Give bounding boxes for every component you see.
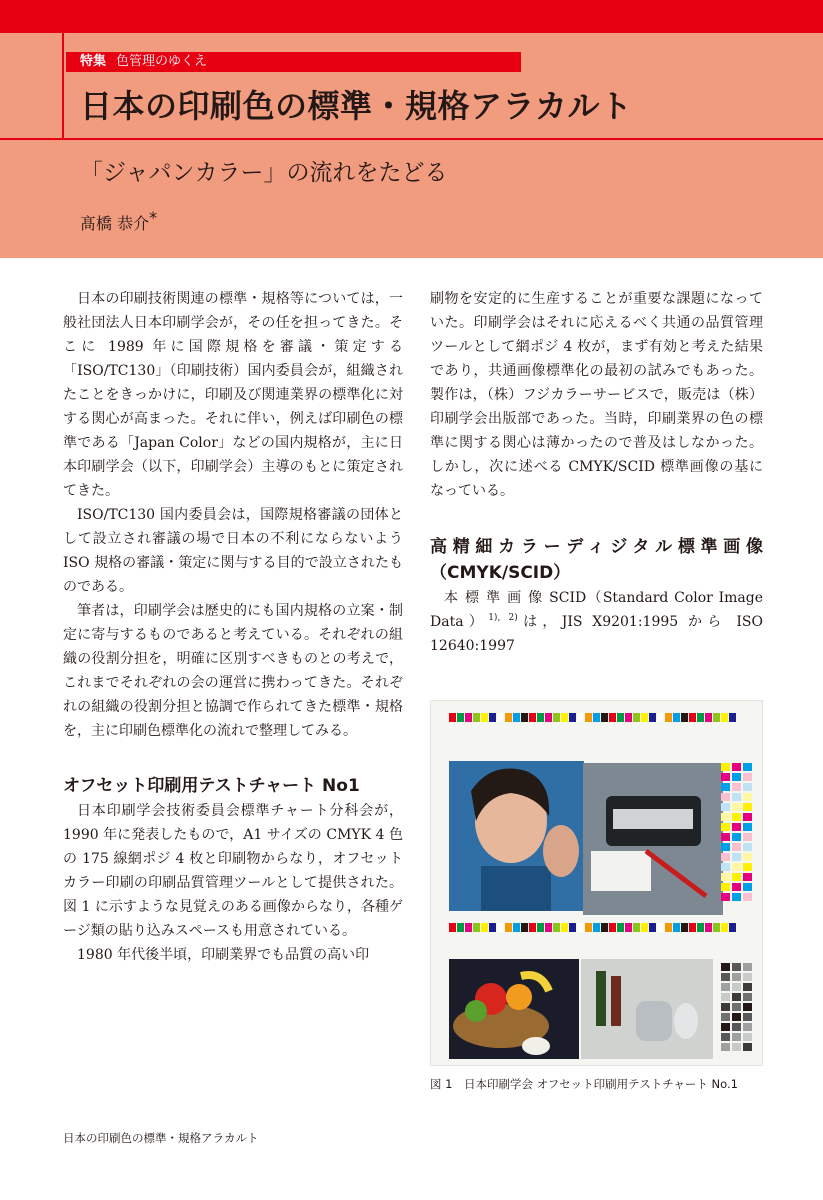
test-chart-photo — [431, 701, 763, 1066]
feature-kicker — [66, 52, 521, 72]
author-note-mark: * — [149, 208, 158, 227]
figure-test-chart-image — [430, 700, 763, 1066]
scid-text-end: は，JIS X9201:1995 から ISO 12640:1997 — [430, 614, 763, 654]
body-paragraph — [430, 586, 763, 658]
body-paragraph: 筆者は，印刷学会は歴史的にも国内規格の立案・制定に寄与するものであると考えている。それぞれの組織の役割分担を，明確に区別すべきものとの考えで，これまでそれぞれの会の運営に携わってきた。それぞれの組織の役割分担と協調で作られてきた標準・規格を，主に印刷色標準化の流れで整理してみる。 — [63, 603, 403, 739]
article-subtitle: 「ジャパンカラー」の流れをたどる — [80, 160, 448, 186]
article-title: 日本の印刷色の標準・規格アラカルト — [80, 87, 633, 125]
section-heading-scid: 高精細カラーディジタル標準画像（CMYK/SCID） — [430, 537, 763, 583]
body-paragraph: 日本の印刷技術関連の標準・規格等については，一般社団法人日本印刷学会が，その任を担ってきた。そこに 1989 年に国際規格を審議・策定する「ISO/TC130」（印刷技術）国内委員会が，組織されたことをきっかけに，印刷及び関連業界の標準化に対する関心が高まった。それに伴い，例えば印刷色の標準である「Japan Color」などの国内規格が，主に日本印刷学会（以下，印刷学会）主導のもとに策定されてきた。 — [63, 291, 403, 499]
body-paragraph: 1980 年代後半頃，印刷業界でも品質の高い印 — [77, 947, 370, 963]
body-column-right — [430, 287, 763, 658]
header-divider — [0, 138, 823, 140]
author-name: 髙橋 恭介 — [80, 214, 150, 233]
kicker-label: 特集 — [80, 54, 107, 69]
figure-caption: 図 1 日本印刷学会 オフセット印刷用テストチャート No.1 — [430, 1077, 738, 1091]
page-footer: 日本の印刷色の標準・規格アラカルト — [63, 1131, 259, 1145]
section-heading-test-chart: オフセット印刷用テストチャート No1 — [63, 776, 360, 796]
body-paragraph-continued: 刷物を安定的に生産することが重要な課題になっていた。印刷学会はそれに応えるべく共通の品質管理ツールとして網ポジ 4 枚が，まず有効と考えた結果であり，共通画像標準化の最初の試みでもあった。製作は，（株）フジカラーサービスで，販売は（株）印刷学会出版部であった。当時，印刷業界の色の標準に関する関心は薄かったので普及はしなかった。しかし，次に述べる CMYK/SCID 標準画像の基になっている。 — [430, 291, 763, 499]
body-paragraph: 日本印刷学会技術委員会標準チャート分科会が，1990 年に発表したもので，A1 サイズの CMYK 4 色の 175 線網ポジ 4 枚と印刷物からなり，オフセットカラー印刷の印刷品質管理ツールとして提供された。図 1 に示すような見覚えのある画像からなり，各種ゲージ類の貼り込みスペースも用意されている。 — [63, 803, 403, 939]
kicker-text: 色管理のゆくえ — [116, 54, 208, 69]
body-paragraph: ISO/TC130 国内委員会は，国際規格審議の団体として設立され審議の場で日本の不利にならないよう ISO 規格の審議・策定に関与する目的で設立されたものである。 — [63, 507, 403, 595]
body-column-left — [63, 287, 403, 967]
top-color-band — [0, 0, 823, 33]
reference-mark: 1), 2) — [488, 613, 518, 623]
scid-text-start: 本 標 準 画 像 SCID（Standard Color Image Data） — [430, 590, 763, 630]
header-accent-line — [62, 33, 64, 138]
gray-patch-grid — [721, 963, 752, 1051]
author-line — [80, 204, 157, 238]
